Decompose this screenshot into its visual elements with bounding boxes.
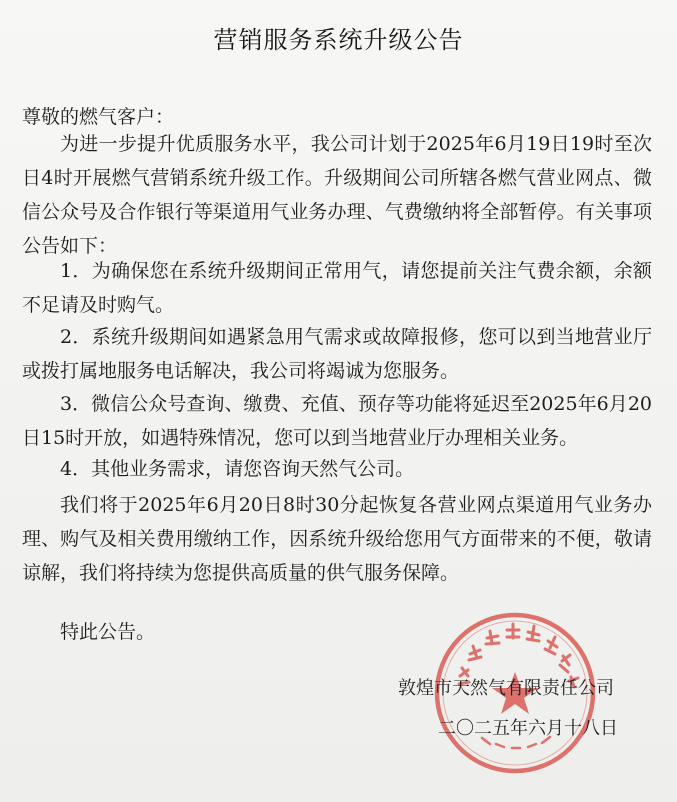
notice-item-2: 2．系统升级期间如遇紧急用气需求或故障报修，您可以到当地营业厅或拨打属地服务电话解决，我公司将竭诚为您服务。: [22, 326, 652, 382]
notice-item-4: 4．其他业务需求，请您咨询天然气公司。: [60, 458, 415, 480]
notice-item-1: 1．为确保您在系统升级期间正常用气，请您提前关注气费余额，余额不足请及时购气。: [22, 260, 652, 316]
resumption-paragraph: 我们将于2025年6月20日8时30分起恢复各营业网点渠道用气业务办理、购气及相关费用缴纳工作，因系统升级给您用气方面带来的不便，敬请谅解，我们将持续为您提供高质量的供气服务保障。: [22, 494, 652, 584]
closing-line: 特此公告。: [60, 621, 156, 643]
issuer-signature: 敦煌市天然气有限责任公司: [398, 678, 614, 699]
notice-title: 营销服务系统升级公告: [213, 26, 464, 54]
intro-paragraph: 为进一步提升优质服务水平，我公司计划于2025年6月19日19时至次日4时开展燃气营销系统升级工作。升级期间公司所辖各燃气营业网点、微信公众号及合作银行等渠道用气业务办理、气费缴纳将全部暂停。有关事项公告如下：: [22, 133, 652, 257]
salutation: 尊敬的燃气客户：: [22, 106, 175, 128]
issue-date: 二〇二五年六月十八日: [438, 718, 618, 739]
notice-item-3: 3．微信公众号查询、缴费、充值、预存等功能将延迟至2025年6月20日15时开放，如遇特殊情况，您可以到当地营业厅办理相关业务。: [22, 393, 652, 449]
